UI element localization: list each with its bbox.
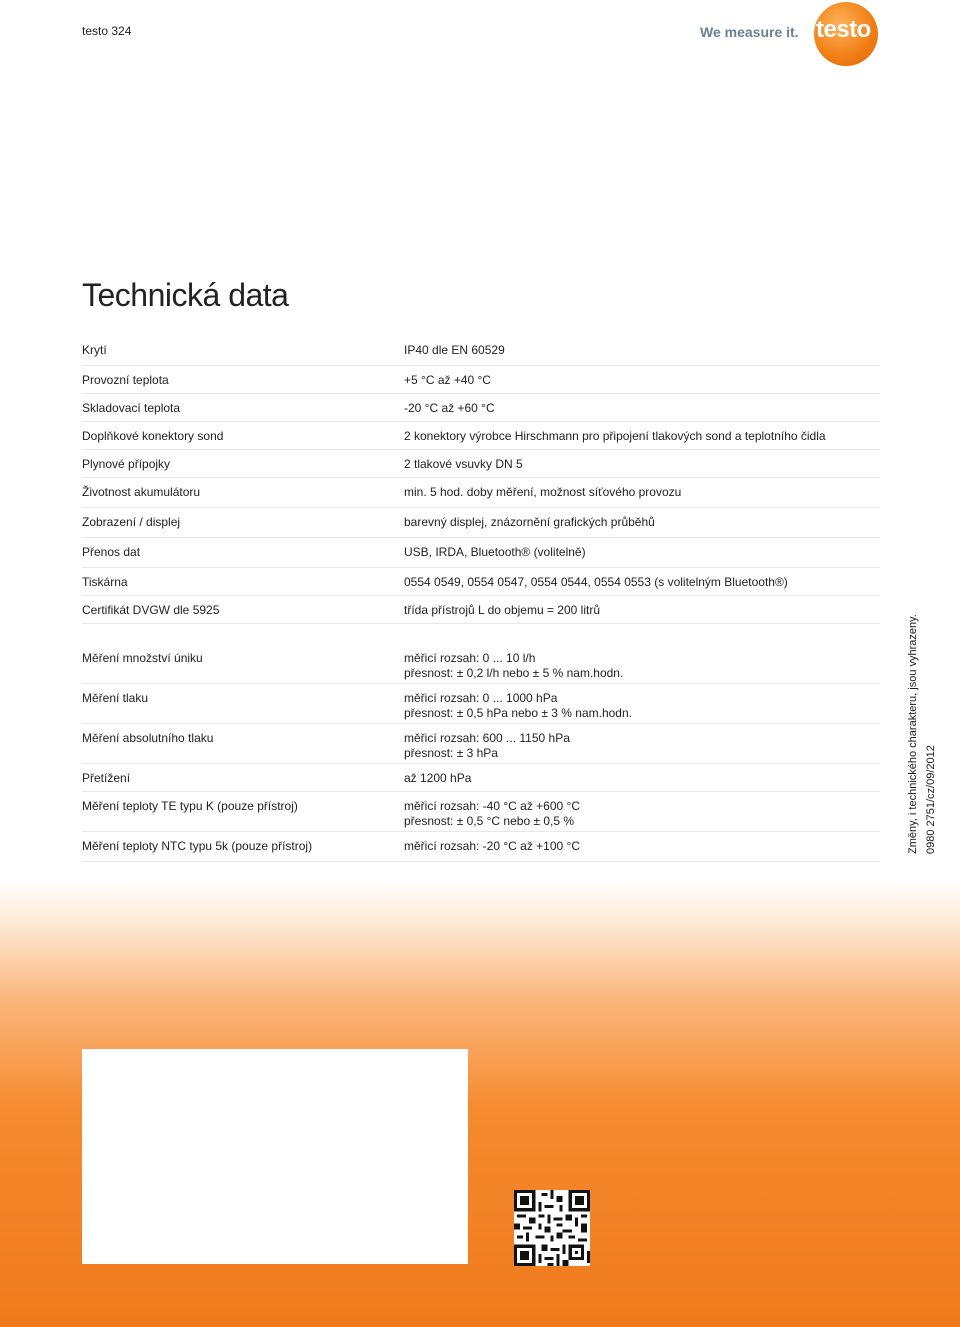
side-note-doc-number: 0980 2751/cz/09/2012: [925, 745, 937, 854]
row-label: Skladovací teplota: [82, 401, 181, 415]
row-value-line: 2 tlakové vsuvky DN 5: [404, 457, 523, 471]
row-value-line: třída přístrojů L do objemu = 200 litrů: [404, 603, 600, 617]
row-label: Plynové přípojky: [82, 457, 171, 471]
row-value-line: barevný displej, znázornění grafických průběhů: [404, 515, 655, 529]
spec-row: [82, 422, 880, 450]
section-gap: [82, 624, 880, 644]
spec-row: [82, 596, 880, 624]
testo-logo: [812, 0, 884, 66]
measurement-row: [82, 724, 880, 764]
spec-row: [82, 394, 880, 422]
spec-row: [82, 568, 880, 596]
brand-tagline: We measure it.: [700, 24, 799, 40]
row-value-line: -20 °C až +60 °C: [404, 401, 495, 415]
measurement-row: [82, 832, 880, 862]
qr-code-graphic: [514, 1190, 590, 1266]
row-label: Přenos dat: [82, 545, 141, 559]
row-label: Měření absolutního tlaku: [82, 731, 214, 745]
row-value: [404, 515, 880, 537]
row-value-line: přesnost: ± 3 hPa: [404, 746, 498, 760]
blank-panel: [82, 1049, 468, 1264]
row-value: [404, 839, 880, 861]
row-value: [404, 731, 880, 763]
row-value-line: měřicí rozsah: 600 ... 1150 hPa: [404, 731, 570, 745]
row-value-line: měřicí rozsah: 0 ... 10 l/h: [404, 651, 536, 665]
spec-row: [82, 450, 880, 478]
row-label: Měření množství úniku: [82, 651, 203, 665]
row-value-line: měřicí rozsah: -20 °C až +100 °C: [404, 839, 580, 853]
row-value-line: měřicí rozsah: -40 °C až +600 °C: [404, 799, 580, 813]
row-label: Přetížení: [82, 771, 131, 785]
row-value: [404, 691, 880, 723]
row-value-line: přesnost: ± 0,5 hPa nebo ± 3 % nam.hodn.: [404, 706, 632, 720]
row-label: Měření tlaku: [82, 691, 149, 705]
row-label: Certifikát DVGW dle 5925: [82, 603, 220, 617]
row-value: [404, 457, 880, 477]
row-value: [404, 401, 880, 421]
measurement-row: [82, 792, 880, 832]
qr-code[interactable]: [514, 1190, 590, 1266]
row-value: [404, 771, 880, 791]
row-value-line: 0554 0549, 0554 0547, 0554 0544, 0554 0553 (s volitelným Bluetooth®): [404, 575, 788, 589]
row-label: Tiskárna: [82, 575, 128, 589]
measurement-row: [82, 684, 880, 724]
row-value-line: 2 konektory výrobce Hirschmann pro připojení tlakových sond a teplotního čidla: [404, 429, 826, 443]
spec-row: [82, 508, 880, 538]
row-value-line: až 1200 hPa: [404, 771, 472, 785]
spec-table: [82, 336, 880, 862]
spec-row: [82, 478, 880, 508]
row-value-line: IP40 dle EN 60529: [404, 343, 505, 357]
row-value-line: měřicí rozsah: 0 ... 1000 hPa: [404, 691, 558, 705]
logo-text: testo: [816, 16, 871, 43]
spec-row: [82, 366, 880, 394]
row-value: [404, 429, 880, 449]
row-label: Krytí: [82, 343, 107, 357]
row-value-line: +5 °C až +40 °C: [404, 373, 491, 387]
row-label: Provozní teplota: [82, 373, 169, 387]
spec-row: [82, 336, 880, 366]
row-value: [404, 603, 880, 623]
row-label: Doplňkové konektory sond: [82, 429, 224, 443]
row-value: [404, 545, 880, 567]
product-name: testo 324: [82, 24, 132, 38]
row-value: [404, 343, 880, 365]
row-value: [404, 575, 880, 595]
row-value-line: přesnost: ± 0,5 °C nebo ± 0,5 %: [404, 814, 575, 828]
side-note-disclaimer: Změny, i technického charakteru, jsou vyhrazeny.: [907, 614, 919, 854]
row-label: Zobrazení / displej: [82, 515, 181, 529]
row-value-line: min. 5 hod. doby měření, možnost síťového provozu: [404, 485, 682, 499]
row-label: Měření teploty NTC typu 5k (pouze přístroj): [82, 839, 313, 853]
measurement-row: [82, 764, 880, 792]
row-value: [404, 651, 880, 683]
spec-row: [82, 538, 880, 568]
row-value: [404, 485, 880, 507]
page-title: Technická data: [82, 277, 289, 314]
row-label: Životnost akumulátoru: [82, 485, 201, 499]
row-label: Měření teploty TE typu K (pouze přístroj): [82, 799, 298, 813]
row-value-line: přesnost: ± 0,2 l/h nebo ± 5 % nam.hodn.: [404, 666, 624, 680]
measurement-row: [82, 644, 880, 684]
row-value: [404, 799, 880, 831]
row-value-line: USB, IRDA, Bluetooth® (volitelně): [404, 545, 586, 559]
row-value: [404, 373, 880, 393]
